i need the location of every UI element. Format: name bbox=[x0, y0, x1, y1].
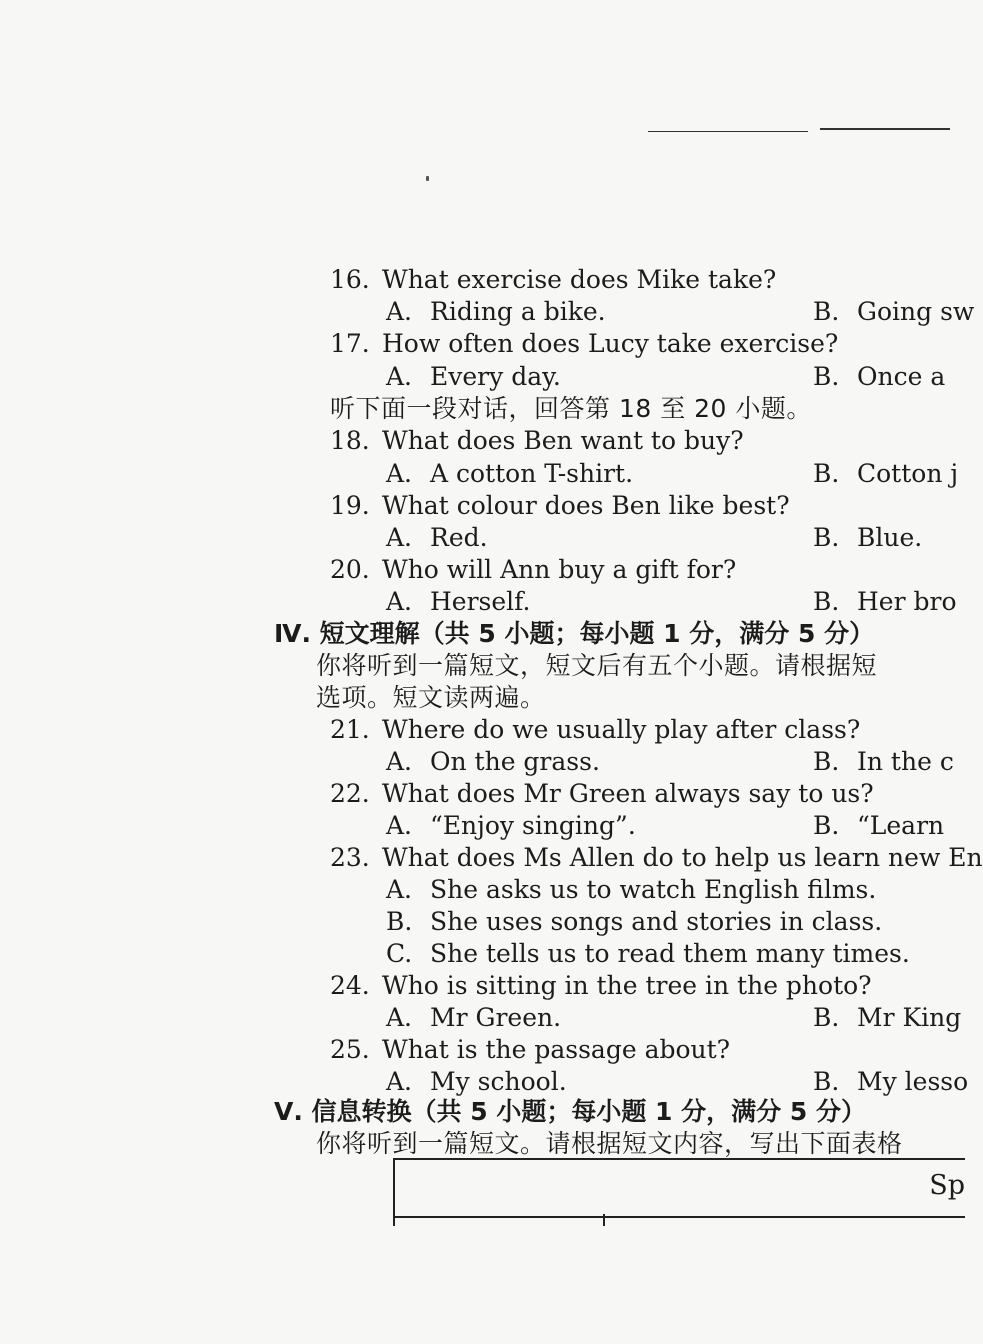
question-number: 18. bbox=[330, 426, 370, 455]
question-number: 19. bbox=[330, 491, 370, 520]
question-text: What colour does Ben like best? bbox=[382, 491, 790, 520]
question-text: What does Mr Green always say to us? bbox=[382, 779, 874, 808]
question-text: What exercise does Mike take? bbox=[382, 265, 777, 294]
question-24-option-b: B. Mr King bbox=[813, 1003, 962, 1032]
section-4-instruction-cont: 选项。短文读两遍。 bbox=[316, 683, 546, 712]
question-18-option-b: B. Cotton j bbox=[813, 459, 959, 488]
table-column-divider bbox=[603, 1214, 605, 1226]
info-table bbox=[393, 1158, 965, 1218]
question-18-option-a: A. A cotton T-shirt. bbox=[386, 459, 634, 488]
question-24-option-a: A. Mr Green. bbox=[386, 1003, 562, 1032]
question-17-option-b: B. Once a bbox=[813, 362, 946, 391]
question-16 bbox=[330, 264, 776, 296]
question-17-option-a: A. Every day. bbox=[386, 362, 561, 391]
section-4-instruction: 你将听到一篇短文，短文后有五个小题。请根据短 bbox=[316, 651, 878, 680]
top-rule-left bbox=[648, 131, 808, 132]
question-text: What does Ben want to buy? bbox=[382, 426, 744, 455]
question-number: 16. bbox=[330, 265, 370, 294]
question-25-option-a: A. My school. bbox=[386, 1067, 567, 1096]
question-25 bbox=[330, 1034, 730, 1066]
question-text: What is the passage about? bbox=[382, 1035, 731, 1064]
question-21-option-a: A. On the grass. bbox=[386, 747, 600, 776]
section-4-title: Ⅳ. 短文理解（共 5 小题；每小题 1 分，满分 5 分） bbox=[274, 619, 875, 648]
question-number: 23. bbox=[330, 843, 370, 872]
section-5-title: Ⅴ. 信息转换（共 5 小题；每小题 1 分，满分 5 分） bbox=[274, 1097, 866, 1126]
instruction-18-20: 听下面一段对话，回答第 18 至 20 小题。 bbox=[330, 394, 812, 423]
question-23-option-b: B. She uses songs and stories in class. bbox=[386, 907, 883, 936]
question-text: Who is sitting in the tree in the photo? bbox=[382, 971, 872, 1000]
question-number: 20. bbox=[330, 555, 370, 584]
scan-speck bbox=[426, 176, 429, 181]
question-19 bbox=[330, 490, 790, 522]
section-5-instruction: 你将听到一篇短文。请根据短文内容，写出下面表格 bbox=[316, 1129, 903, 1158]
question-18 bbox=[330, 425, 744, 457]
top-rule-right bbox=[820, 128, 950, 130]
question-19-option-a: A. Red. bbox=[386, 523, 488, 552]
table-title: Sp bbox=[929, 1170, 965, 1201]
question-21 bbox=[330, 714, 860, 746]
question-20-option-b: B. Her bro bbox=[813, 587, 957, 616]
question-25-option-b: B. My lesso bbox=[813, 1067, 969, 1096]
question-19-option-b: B. Blue. bbox=[813, 523, 923, 552]
question-22-option-a: A. “Enjoy singing”. bbox=[386, 811, 636, 840]
question-22-option-b: B. “Learn bbox=[813, 811, 945, 840]
question-number: 21. bbox=[330, 715, 370, 744]
question-number: 22. bbox=[330, 779, 370, 808]
question-20-option-a: A. Herself. bbox=[386, 587, 531, 616]
question-number: 17. bbox=[330, 329, 370, 358]
question-23-option-c: C. She tells us to read them many times. bbox=[386, 939, 910, 968]
question-20 bbox=[330, 554, 736, 586]
question-24 bbox=[330, 970, 872, 1002]
question-number: 25. bbox=[330, 1035, 370, 1064]
question-number: 24. bbox=[330, 971, 370, 1000]
table-left-border bbox=[393, 1214, 395, 1226]
question-22 bbox=[330, 778, 874, 810]
question-text: Where do we usually play after class? bbox=[382, 715, 861, 744]
question-16-option-a: A. Riding a bike. bbox=[386, 297, 606, 326]
question-text: Who will Ann buy a gift for? bbox=[382, 555, 737, 584]
question-text: What does Ms Allen do to help us learn new En bbox=[382, 843, 983, 872]
question-text: How often does Lucy take exercise? bbox=[382, 329, 839, 358]
question-17 bbox=[330, 328, 838, 360]
question-23 bbox=[330, 842, 983, 874]
question-23-option-a: A. She asks us to watch English films. bbox=[386, 875, 877, 904]
question-16-option-b: B. Going sw bbox=[813, 297, 975, 326]
question-21-option-b: B. In the c bbox=[813, 747, 954, 776]
